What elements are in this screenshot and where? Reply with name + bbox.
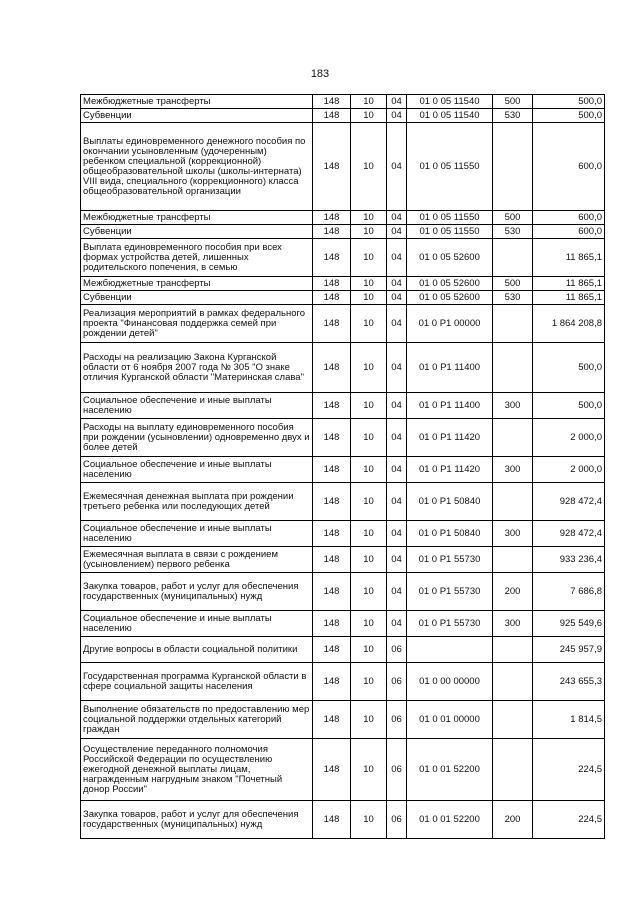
row-expense-type: 530 xyxy=(493,291,533,305)
row-name: Реализация мероприятий в рамках федерального проекта "Финансовая поддержка семей при рождении детей" xyxy=(81,305,313,343)
row-target-article: 01 0 01 00000 xyxy=(407,701,493,739)
row-target-article: 01 0 P1 55730 xyxy=(407,547,493,573)
table-row xyxy=(81,801,605,839)
row-expense-type xyxy=(493,739,533,801)
row-section-code: 10 xyxy=(351,801,387,839)
table-row xyxy=(81,225,605,239)
row-target-article: 01 0 P1 11400 xyxy=(407,393,493,419)
table-row xyxy=(81,521,605,547)
row-amount: 11 865,1 xyxy=(533,277,605,291)
row-ved-code: 148 xyxy=(313,123,351,211)
row-target-article: 01 0 P1 00000 xyxy=(407,305,493,343)
row-section-code: 10 xyxy=(351,739,387,801)
row-ved-code: 148 xyxy=(313,611,351,637)
row-amount: 224,5 xyxy=(533,801,605,839)
table-row xyxy=(81,739,605,801)
row-subsection-code: 04 xyxy=(387,483,407,521)
table-row xyxy=(81,109,605,123)
row-amount: 224,5 xyxy=(533,739,605,801)
row-target-article: 01 0 05 11540 xyxy=(407,95,493,109)
row-amount: 500,0 xyxy=(533,109,605,123)
row-target-article: 01 0 P1 55730 xyxy=(407,573,493,611)
row-section-code: 10 xyxy=(351,637,387,663)
row-subsection-code: 04 xyxy=(387,419,407,457)
row-target-article: 01 0 00 00000 xyxy=(407,663,493,701)
row-name: Расходы на выплату единовременного пособия при рождении (усыновлении) одновременно двух и более детей xyxy=(81,419,313,457)
table-row xyxy=(81,95,605,109)
row-expense-type: 300 xyxy=(493,457,533,483)
row-name: Государственная программа Курганской области в сфере социальной защиты населения xyxy=(81,663,313,701)
row-expense-type: 530 xyxy=(493,109,533,123)
row-amount: 11 865,1 xyxy=(533,239,605,277)
row-name: Социальное обеспечение и иные выплаты населению xyxy=(81,393,313,419)
row-target-article: 01 0 05 52600 xyxy=(407,291,493,305)
row-target-article: 01 0 05 52600 xyxy=(407,239,493,277)
row-name: Закупка товаров, работ и услуг для обеспечения государственных (муниципальных) нужд xyxy=(81,573,313,611)
row-expense-type: 300 xyxy=(493,611,533,637)
row-subsection-code: 04 xyxy=(387,393,407,419)
row-expense-type: 500 xyxy=(493,277,533,291)
row-target-article: 01 0 05 52600 xyxy=(407,277,493,291)
row-subsection-code: 04 xyxy=(387,225,407,239)
row-section-code: 10 xyxy=(351,701,387,739)
row-target-article: 01 0 P1 50840 xyxy=(407,483,493,521)
row-target-article: 01 0 05 11550 xyxy=(407,123,493,211)
row-section-code: 10 xyxy=(351,211,387,225)
row-section-code: 10 xyxy=(351,611,387,637)
row-ved-code: 148 xyxy=(313,225,351,239)
row-subsection-code: 04 xyxy=(387,211,407,225)
row-name: Выполнение обязательств по предоставлению мер социальной поддержки отдельных категорий граждан xyxy=(81,701,313,739)
row-amount: 11 865,1 xyxy=(533,291,605,305)
row-ved-code: 148 xyxy=(313,95,351,109)
table-row xyxy=(81,239,605,277)
row-section-code: 10 xyxy=(351,95,387,109)
row-target-article: 01 0 05 11550 xyxy=(407,225,493,239)
row-expense-type xyxy=(493,663,533,701)
row-ved-code: 148 xyxy=(313,419,351,457)
row-amount: 500,0 xyxy=(533,343,605,393)
row-name: Расходы на реализацию Закона Курганской области от 6 ноября 2007 года № 305 "О знаке отличия Курганской области "Материнская слава" xyxy=(81,343,313,393)
table-row xyxy=(81,483,605,521)
row-section-code: 10 xyxy=(351,291,387,305)
row-amount: 1 864 208,8 xyxy=(533,305,605,343)
table-row xyxy=(81,291,605,305)
row-target-article: 01 0 P1 11420 xyxy=(407,419,493,457)
table-row xyxy=(81,637,605,663)
row-subsection-code: 06 xyxy=(387,663,407,701)
row-name: Субвенции xyxy=(81,109,313,123)
row-expense-type xyxy=(493,419,533,457)
row-expense-type xyxy=(493,547,533,573)
table-row xyxy=(81,305,605,343)
row-amount: 1 814,5 xyxy=(533,701,605,739)
table-body xyxy=(81,95,605,839)
row-subsection-code: 04 xyxy=(387,291,407,305)
row-section-code: 10 xyxy=(351,225,387,239)
row-subsection-code: 04 xyxy=(387,547,407,573)
row-amount: 245 957,9 xyxy=(533,637,605,663)
row-expense-type xyxy=(493,343,533,393)
row-subsection-code: 04 xyxy=(387,521,407,547)
row-ved-code: 148 xyxy=(313,701,351,739)
row-ved-code: 148 xyxy=(313,291,351,305)
table-row xyxy=(81,211,605,225)
row-name: Субвенции xyxy=(81,291,313,305)
row-subsection-code: 04 xyxy=(387,123,407,211)
row-name: Выплата единовременного пособия при всех формах устройства детей, лишенных родительского попечения, в семью xyxy=(81,239,313,277)
table-row xyxy=(81,457,605,483)
row-amount: 500,0 xyxy=(533,393,605,419)
row-section-code: 10 xyxy=(351,277,387,291)
row-expense-type: 500 xyxy=(493,95,533,109)
table-row xyxy=(81,547,605,573)
row-name: Межбюджетные трансферты xyxy=(81,95,313,109)
row-subsection-code: 04 xyxy=(387,239,407,277)
table-row xyxy=(81,573,605,611)
row-ved-code: 148 xyxy=(313,547,351,573)
row-target-article: 01 0 P1 11400 xyxy=(407,343,493,393)
row-expense-type: 500 xyxy=(493,211,533,225)
row-ved-code: 148 xyxy=(313,277,351,291)
row-subsection-code: 04 xyxy=(387,305,407,343)
row-expense-type: 200 xyxy=(493,801,533,839)
row-name: Межбюджетные трансферты xyxy=(81,277,313,291)
table-row xyxy=(81,611,605,637)
row-ved-code: 148 xyxy=(313,801,351,839)
row-ved-code: 148 xyxy=(313,739,351,801)
row-ved-code: 148 xyxy=(313,521,351,547)
row-amount: 933 236,4 xyxy=(533,547,605,573)
row-expense-type xyxy=(493,239,533,277)
row-section-code: 10 xyxy=(351,547,387,573)
row-section-code: 10 xyxy=(351,573,387,611)
table-row xyxy=(81,701,605,739)
row-target-article: 01 0 P1 50840 xyxy=(407,521,493,547)
row-section-code: 10 xyxy=(351,109,387,123)
row-section-code: 10 xyxy=(351,521,387,547)
row-subsection-code: 04 xyxy=(387,95,407,109)
row-expense-type: 530 xyxy=(493,225,533,239)
row-subsection-code: 04 xyxy=(387,573,407,611)
row-subsection-code: 04 xyxy=(387,109,407,123)
row-section-code: 10 xyxy=(351,457,387,483)
row-target-article: 01 0 01 52200 xyxy=(407,739,493,801)
row-subsection-code: 04 xyxy=(387,611,407,637)
row-amount: 600,0 xyxy=(533,123,605,211)
row-expense-type: 200 xyxy=(493,573,533,611)
row-section-code: 10 xyxy=(351,663,387,701)
row-ved-code: 148 xyxy=(313,663,351,701)
row-section-code: 10 xyxy=(351,343,387,393)
row-name: Межбюджетные трансферты xyxy=(81,211,313,225)
row-amount: 600,0 xyxy=(533,225,605,239)
row-ved-code: 148 xyxy=(313,393,351,419)
row-ved-code: 148 xyxy=(313,305,351,343)
row-amount: 500,0 xyxy=(533,95,605,109)
row-target-article: 01 0 P1 55730 xyxy=(407,611,493,637)
budget-table xyxy=(80,94,605,839)
row-amount: 928 472,4 xyxy=(533,483,605,521)
row-ved-code: 148 xyxy=(313,457,351,483)
table-row xyxy=(81,663,605,701)
row-amount: 243 655,3 xyxy=(533,663,605,701)
table-row xyxy=(81,393,605,419)
row-target-article: 01 0 05 11550 xyxy=(407,211,493,225)
table-row xyxy=(81,343,605,393)
row-name: Субвенции xyxy=(81,225,313,239)
row-name: Ежемесячная выплата в связи с рождением (усыновлением) первого ребенка xyxy=(81,547,313,573)
row-ved-code: 148 xyxy=(313,239,351,277)
row-amount: 7 686,8 xyxy=(533,573,605,611)
row-section-code: 10 xyxy=(351,483,387,521)
row-name: Ежемесячная денежная выплата при рождении третьего ребенка или последующих детей xyxy=(81,483,313,521)
row-name: Другие вопросы в области социальной политики xyxy=(81,637,313,663)
row-expense-type xyxy=(493,637,533,663)
row-subsection-code: 04 xyxy=(387,343,407,393)
row-target-article xyxy=(407,637,493,663)
row-ved-code: 148 xyxy=(313,483,351,521)
row-name: Закупка товаров, работ и услуг для обеспечения государственных (муниципальных) нужд xyxy=(81,801,313,839)
row-amount: 600,0 xyxy=(533,211,605,225)
row-expense-type: 300 xyxy=(493,521,533,547)
table-row xyxy=(81,419,605,457)
row-name: Социальное обеспечение и иные выплаты населению xyxy=(81,521,313,547)
row-section-code: 10 xyxy=(351,123,387,211)
row-amount: 928 472,4 xyxy=(533,521,605,547)
row-section-code: 10 xyxy=(351,305,387,343)
row-name: Осуществление переданного полномочия Российской Федерации по осуществлению ежегодной денежной выплаты лицам, награжденным нагрудным знаком "Почетный донор России" xyxy=(81,739,313,801)
row-expense-type xyxy=(493,123,533,211)
row-subsection-code: 06 xyxy=(387,801,407,839)
row-expense-type xyxy=(493,483,533,521)
row-amount: 925 549,6 xyxy=(533,611,605,637)
table-row xyxy=(81,123,605,211)
row-subsection-code: 06 xyxy=(387,637,407,663)
row-name: Выплаты единовременного денежного пособия по окончании усыновленным (удочеренным) ребенком специальной (коррекционной) общеобразовательной школы (школы-интерната) VIII вида, специального (коррекционного) класса общеобразовательной организации xyxy=(81,123,313,211)
row-amount: 2 000,0 xyxy=(533,419,605,457)
row-target-article: 01 0 P1 11420 xyxy=(407,457,493,483)
table-row xyxy=(81,277,605,291)
row-name: Социальное обеспечение и иные выплаты населению xyxy=(81,611,313,637)
row-subsection-code: 06 xyxy=(387,701,407,739)
row-section-code: 10 xyxy=(351,419,387,457)
row-ved-code: 148 xyxy=(313,211,351,225)
row-amount: 2 000,0 xyxy=(533,457,605,483)
row-subsection-code: 04 xyxy=(387,457,407,483)
row-section-code: 10 xyxy=(351,393,387,419)
row-expense-type xyxy=(493,305,533,343)
row-ved-code: 148 xyxy=(313,573,351,611)
page-number: 183 xyxy=(310,68,330,80)
row-name: Социальное обеспечение и иные выплаты населению xyxy=(81,457,313,483)
row-expense-type xyxy=(493,701,533,739)
row-subsection-code: 06 xyxy=(387,739,407,801)
row-expense-type: 300 xyxy=(493,393,533,419)
row-ved-code: 148 xyxy=(313,109,351,123)
row-subsection-code: 04 xyxy=(387,277,407,291)
row-target-article: 01 0 01 52200 xyxy=(407,801,493,839)
row-section-code: 10 xyxy=(351,239,387,277)
row-target-article: 01 0 05 11540 xyxy=(407,109,493,123)
row-ved-code: 148 xyxy=(313,343,351,393)
row-ved-code: 148 xyxy=(313,637,351,663)
